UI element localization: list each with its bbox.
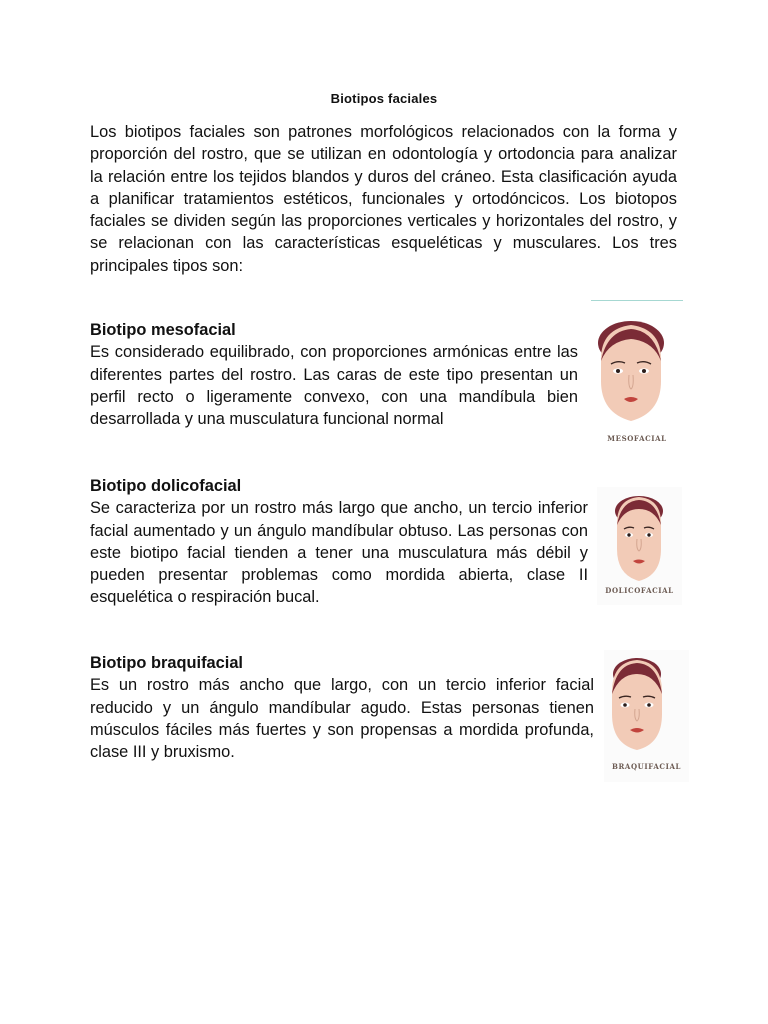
page-title: Biotipos faciales bbox=[330, 91, 438, 106]
section-dolicofacial bbox=[90, 475, 588, 609]
section-body-braquifacial: Es un rostro más ancho que largo, con un tercio inferior facial reducido y un ángulo mandíbular agudo. Estas personas tienen músculos fáciles más fuertes y son propensas a mordida profunda, clase III y bruxismo. bbox=[90, 676, 594, 762]
braquifacial-face-icon bbox=[604, 650, 689, 758]
section-body-mesofacial: Es considerado equilibrado, con proporciones armónicas entre las diferentes partes del rostro. Las caras de este tipo presentan un perfil recto o ligeramente convexo, con una mandíbula bien desarrollada y una musculatura funcional normal bbox=[90, 343, 578, 429]
section-heading-dolicofacial: Biotipo dolicofacial bbox=[90, 477, 242, 495]
section-heading-mesofacial: Biotipo mesofacial bbox=[90, 321, 236, 339]
section-braquifacial bbox=[90, 652, 594, 763]
mesofacial-face-icon bbox=[591, 301, 683, 431]
dolicofacial-face-icon bbox=[597, 487, 682, 583]
section-mesofacial bbox=[90, 319, 578, 430]
section-body-dolicofacial: Se caracteriza por un rostro más largo que ancho, un tercio inferior facial aumentado y un ángulo mandíbular obtuso. Las personas con este biotipo facial tienden a tener una musculatura más débil y pueden presentar problemas como mordida abierta, clase II esquelética o respiración bucal. bbox=[90, 499, 588, 607]
braquifacial-label: BRAQUIFACIAL bbox=[611, 762, 682, 771]
mesofacial-label: MESOFACIAL bbox=[607, 434, 667, 443]
dolicofacial-label: DOLICOFACIAL bbox=[605, 586, 674, 595]
dolicofacial-illustration bbox=[597, 487, 682, 605]
intro-paragraph: Los biotipos faciales son patrones morfológicos relacionados con la forma y proporción del rostro, que se utilizan en odontología y ortodoncia para analizar la relación entre los tejidos blandos y duros del cráneo. Esta clasificación ayuda a planificar tratamientos estéticos, funcionales y ortodóncicos. Los biotopos faciales se dividen según las proporciones verticales y horizontales del rostro, y se relacionan con las características esqueléticas y musculares. Los tres principales tipos son: bbox=[90, 123, 677, 275]
mesofacial-illustration bbox=[591, 300, 683, 456]
section-heading-braquifacial: Biotipo braquifacial bbox=[90, 654, 243, 672]
braquifacial-illustration bbox=[604, 650, 689, 782]
